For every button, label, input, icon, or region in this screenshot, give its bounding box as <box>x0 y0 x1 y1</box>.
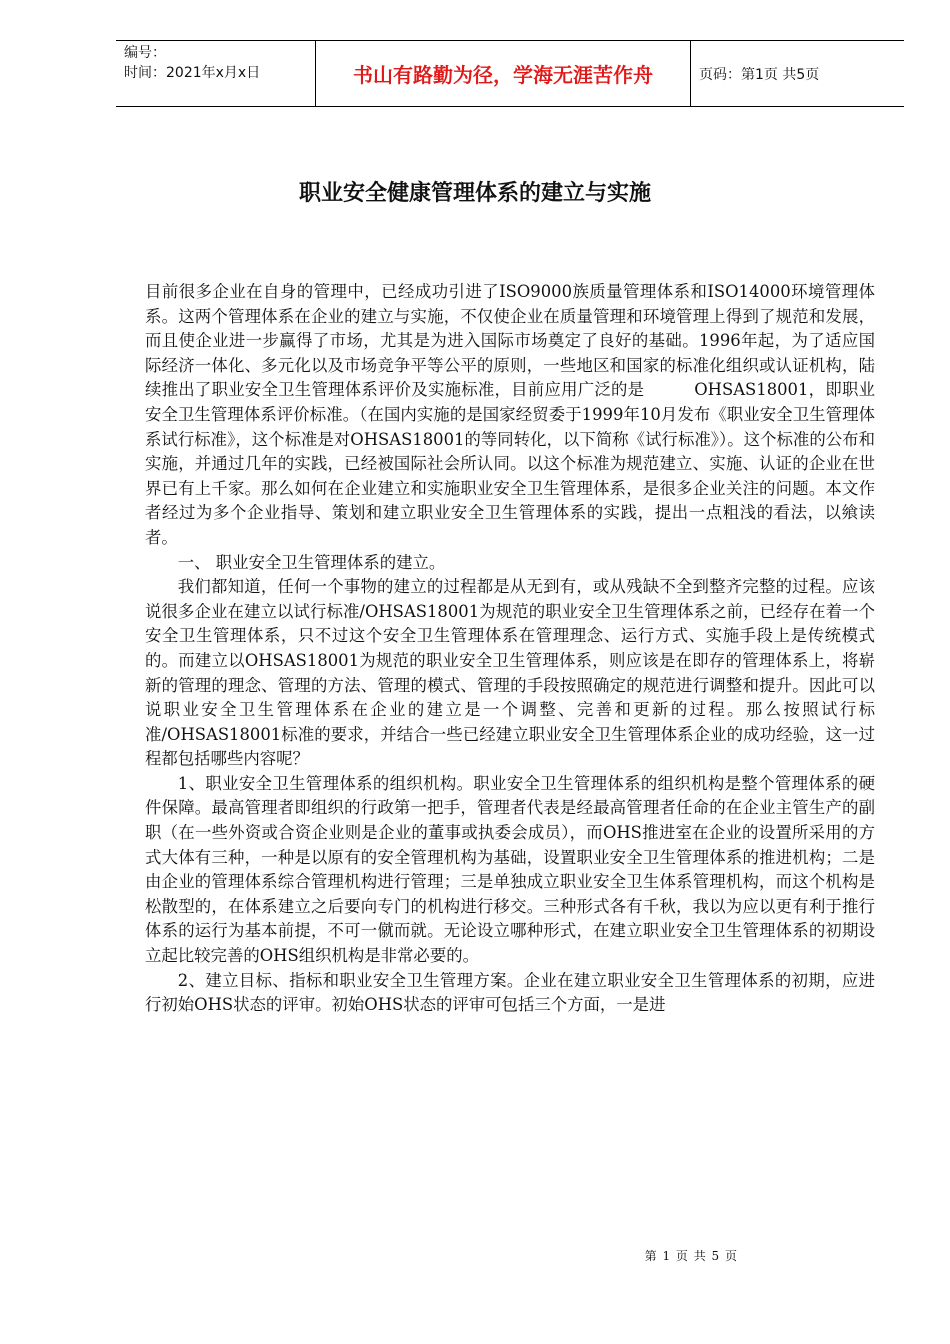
document-body <box>145 280 875 1018</box>
page-header <box>116 40 904 107</box>
document-number-label: 编号： <box>124 45 166 61</box>
paragraph-objectives: 2、建立目标、指标和职业安全卫生管理方案。企业在建立职业安全卫生管理体系的初期，应进行初始OHS状态的评审。初始OHS状态的评审可包括三个方面，一是进 <box>145 970 875 1015</box>
document-time-label: 时间：2021年x月x日 <box>124 65 261 81</box>
section-heading-1: 一、 职业安全卫生管理体系的建立。 <box>177 552 446 572</box>
header-page-info: 页码：第1页 共5页 <box>699 66 820 83</box>
document-title: 职业安全健康管理体系的建立与实施 <box>298 181 651 206</box>
header-motto: 书山有路勤为径，学海无涯苦作舟 <box>316 41 691 106</box>
paragraph-intro: 目前很多企业在自身的管理中，已经成功引进了ISO9000族质量管理体系和ISO14000环境管理体系。这两个管理体系在企业的建立与实施，不仅使企业在质量管理和环境管理上得到了规范和发展，而且使企业进一步赢得了市场，尤其是为进入国际市场奠定了良好的基础。1996年起，为了适应国际经济一体化、多元化以及市场竞争平等公平的原则，一些地区和国家的标准化组织或认证机构，陆续推出了职业安全卫生管理体系评价及实施标准，目前应用广泛的是 OHSAS18001，即职业安全卫生管理体系评价标准。（在国内实施的是国家经贸委于1999年10月发布《职业安全卫生管理体系试行标准》，这个标准是对OHSAS18001的等同转化，以下简称《试行标准》）。这个标准的公布和实施，并通过几年的实践，已经被国际社会所认同。以这个标准为规范建立、实施、认证的企业在世界已有上千家。那么如何在企业建立和实施职业安全卫生管理体系，是很多企业关注的问题。本文作者经过为多个企业指导、策划和建立职业安全卫生管理体系的实践，提出一点粗浅的看法，以飨读者。 <box>145 282 875 547</box>
header-meta-cell <box>116 41 316 106</box>
paragraph-section-1: 我们都知道，任何一个事物的建立的过程都是从无到有，或从残缺不全到整齐完整的过程。应该说很多企业在建立以试行标准/OHSAS18001为规范的职业安全卫生管理体系之前，已经存在着一个安全卫生管理体系，只不过这个安全卫生管理体系在管理理念、运行方式、实施手段上是传统模式的。而建立以OHSAS18001为规范的职业安全卫生管理体系，则应该是在即存的管理体系上，将崭新的管理的理念、管理的方法、管理的模式、管理的手段按照确定的规范进行调整和提升。因此可以说职业安全卫生管理体系在企业的建立是一个调整、完善和更新的过程。那么按照试行标准/OHSAS18001标准的要求，并结合一些已经建立职业安全卫生管理体系企业的成功经验，这一过程都包括哪些内容呢？ <box>145 577 875 769</box>
page-footer: 第 1 页 共 5 页 <box>644 1249 738 1263</box>
paragraph-org-structure: 1、职业安全卫生管理体系的组织机构。职业安全卫生管理体系的组织机构是整个管理体系的硬件保障。最高管理者即组织的行政第一把手，管理者代表是经最高管理者任命的在企业主管生产的副职（在一些外资或合资企业则是企业的董事或执委会成员），而OHS推进室在企业的设置所采用的方式大体有三种，一种是以原有的安全管理机构为基础，设置职业安全卫生管理体系的推进机构；二是由企业的管理体系综合管理机构进行管理；三是单独成立职业安全卫生体系管理机构，而这个机构是松散型的，在体系建立之后要向专门的机构进行移交。三种形式各有千秋，我以为应以更有利于推行体系的运行为基本前提，不可一僦而就。无论设立哪种形式，在建立职业安全卫生管理体系的初期设立起比较完善的OHS组织机构是非常必要的。 <box>145 773 875 966</box>
